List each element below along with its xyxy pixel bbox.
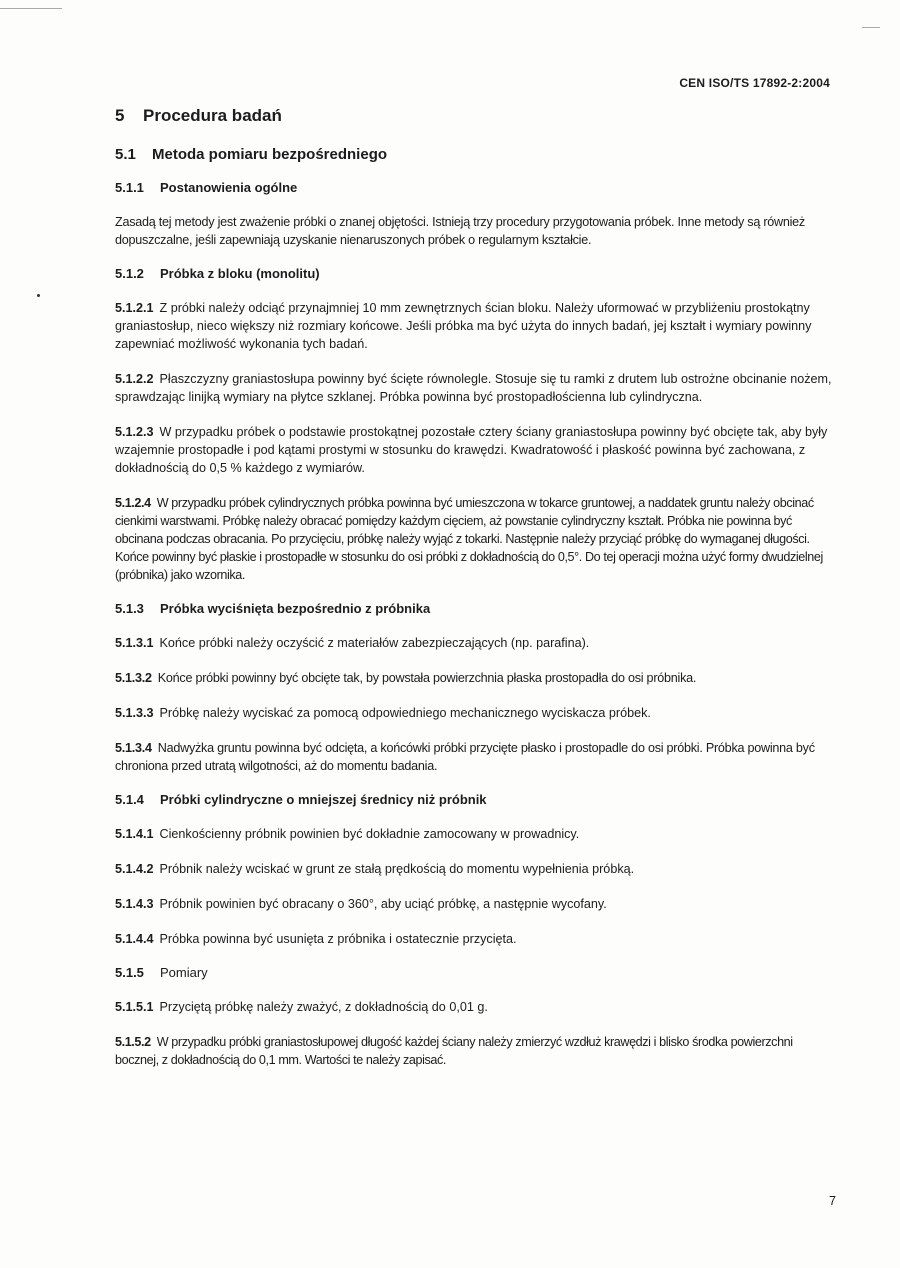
section-heading-5 <box>115 106 835 126</box>
paragraph-text: Próbka powinna być usunięta z próbnika i ostatecznie przycięta. <box>159 932 517 946</box>
paragraph-text: Z próbki należy odciąć przynajmniej 10 mm zewnętrznych ścian bloku. Należy uformować w przybliżeniu prostokątny graniastosłup, nieco większy niż rozmiary końcowe. Jeśli próbka ma być użyta do innych badań, jej kształt i wymiary powinny zapewniać możliwość wykonania tych badań. <box>115 301 812 351</box>
paragraph-5-1-4-1 <box>115 825 835 843</box>
scan-artifact-top-right <box>862 27 880 28</box>
paragraph-number: 5.1.2.4 <box>115 496 151 510</box>
paragraph-number: 5.1.3.3 <box>115 706 154 720</box>
paragraph-5-1-2-1 <box>115 299 835 353</box>
paragraph-text: Przyciętą próbkę należy zważyć, z dokładnością do 0,01 g. <box>159 1000 488 1014</box>
paragraph-5-1-2-2 <box>115 370 835 406</box>
paragraph-number: 5.1.3.1 <box>115 636 154 650</box>
subsection-number: 5.1 <box>115 146 136 163</box>
paragraph-5-1-2-4 <box>115 494 835 584</box>
paragraph-text: Próbnik należy wciskać w grunt ze stałą prędkością do momentu wypełnienia próbką. <box>159 862 635 876</box>
heading-number: 5.1.4 <box>115 792 144 807</box>
heading-5-1-2 <box>115 266 835 281</box>
standard-code: CEN ISO/TS 17892-2:2004 <box>679 76 830 90</box>
subsection-heading-5-1 <box>115 146 835 163</box>
paragraph-number: 5.1.4.4 <box>115 932 154 946</box>
paragraph-text: W przypadku próbek o podstawie prostokątnej pozostałe cztery ściany graniastosłupa powinny być obcięte tak, aby były wzajemnie prostopadłe i pod kątami prostymi w stosunku do krawędzi. Kwadratowość i płaskość powinna być zachowana, z dokładnością do 0,5 % każdego z wymiarów. <box>115 425 828 475</box>
paragraph-number: 5.1.3.4 <box>115 741 152 755</box>
paragraph-5-1-2-3 <box>115 423 835 477</box>
heading-title: Próbka wyciśnięta bezpośrednio z próbnika <box>160 601 431 616</box>
heading-5-1-1 <box>115 180 835 195</box>
paragraph-5-1-3-3 <box>115 704 835 722</box>
heading-5-1-4 <box>115 792 835 807</box>
paragraph-5-1-5-2 <box>115 1033 835 1069</box>
paragraph-number: 5.1.5.1 <box>115 1000 154 1014</box>
paragraph-text: Zasadą tej metody jest zważenie próbki o znanej objętości. Istnieją trzy procedury przygotowania próbek. Inne metody są również dopuszczalne, jeśli zapewniają uzyskanie nienaruszonych próbek o regularnym kształcie. <box>115 215 805 247</box>
heading-5-1-5 <box>115 965 835 980</box>
heading-number: 5.1.2 <box>115 266 144 281</box>
section-number: 5 <box>115 106 125 125</box>
paragraph-5-1-4-4 <box>115 930 835 948</box>
heading-title: Próbka z bloku (monolitu) <box>160 266 320 281</box>
heading-5-1-3 <box>115 601 835 616</box>
paragraph-number: 5.1.5.2 <box>115 1035 151 1049</box>
paragraph-number: 5.1.2.2 <box>115 372 154 386</box>
paragraph-5-1-1 <box>115 213 835 249</box>
heading-number: 5.1.5 <box>115 965 144 980</box>
paragraph-number: 5.1.4.2 <box>115 862 154 876</box>
paragraph-number: 5.1.2.3 <box>115 425 154 439</box>
paragraph-number: 5.1.4.1 <box>115 827 154 841</box>
document-content <box>115 106 835 1086</box>
scan-artifact-top-left <box>0 8 62 9</box>
paragraph-5-1-3-4 <box>115 739 835 775</box>
page-number: 7 <box>828 1194 836 1208</box>
paragraph-5-1-3-2 <box>115 669 835 687</box>
paragraph-text: Płaszczyzny graniastosłupa powinny być ścięte równolegle. Stosuje się tu ramki z drutem lub ostrożne obcinanie nożem, sprawdzając linijką wymiary na płytce szklanej. Próbka powinna być prostopadłościenna lub cylindryczna. <box>115 372 832 404</box>
paragraph-text: Cienkościenny próbnik powinien być dokładnie zamocowany w prowadnicy. <box>159 827 580 841</box>
heading-title: Próbki cylindryczne o mniejszej średnicy niż próbnik <box>160 792 487 807</box>
section-title: Procedura badań <box>143 106 282 125</box>
paragraph-number: 5.1.4.3 <box>115 897 154 911</box>
paragraph-text: W przypadku próbki graniastosłupowej długość każdej ściany należy zmierzyć wzdłuż krawędzi i blisko środka powierzchni bocznej, z dokładnością do 0,1 mm. Wartości te należy zapisać. <box>115 1035 793 1067</box>
paragraph-5-1-5-1 <box>115 998 835 1016</box>
heading-number: 5.1.1 <box>115 180 144 195</box>
paragraph-5-1-4-2 <box>115 860 835 878</box>
subsection-title: Metoda pomiaru bezpośredniego <box>152 146 388 163</box>
paragraph-text: Próbnik powinien być obracany o 360°, aby uciąć próbkę, a następnie wycofany. <box>159 897 607 911</box>
paragraph-5-1-3-1 <box>115 634 835 652</box>
paragraph-text: Próbkę należy wyciskać za pomocą odpowiedniego mechanicznego wyciskacza próbek. <box>159 706 651 720</box>
heading-title: Postanowienia ogólne <box>160 180 298 195</box>
paragraph-5-1-4-3 <box>115 895 835 913</box>
paragraph-number: 5.1.3.2 <box>115 671 152 685</box>
paragraph-number: 5.1.2.1 <box>115 301 154 315</box>
scan-artifact-dot <box>37 294 40 297</box>
paragraph-text: Nadwyżka gruntu powinna być odcięta, a końcówki próbki przycięte płasko i prostopadle do osi próbki. Próbka powinna być chroniona przed utratą wilgotności, aż do momentu badania. <box>115 741 815 773</box>
heading-title: Pomiary <box>160 965 208 980</box>
paragraph-text: Końce próbki należy oczyścić z materiałów zabezpieczających (np. parafina). <box>159 636 590 650</box>
heading-number: 5.1.3 <box>115 601 144 616</box>
paragraph-text: Końce próbki powinny być obcięte tak, by powstała powierzchnia płaska prostopadła do osi próbnika. <box>157 671 697 685</box>
paragraph-text: W przypadku próbek cylindrycznych próbka powinna być umieszczona w tokarce gruntowej, a naddatek gruntu należy obcinać cienkimi warstwami. Próbkę należy obracać pomiędzy każdym cięciem, aż powstanie cylindryczny kształt. Próbka nie powinna być obcinana podczas obracania. Po przycięciu, próbkę należy wyjąć z tokarki. Następnie należy przyciąć próbkę do wymaganej długości. Końce powinny być płaskie i prostopadłe w stosunku do osi próbki z dokładnością do 0,5°. Do tej operacji można użyć formy dwudzielnej (próbnika) jako wzornika. <box>115 496 823 582</box>
